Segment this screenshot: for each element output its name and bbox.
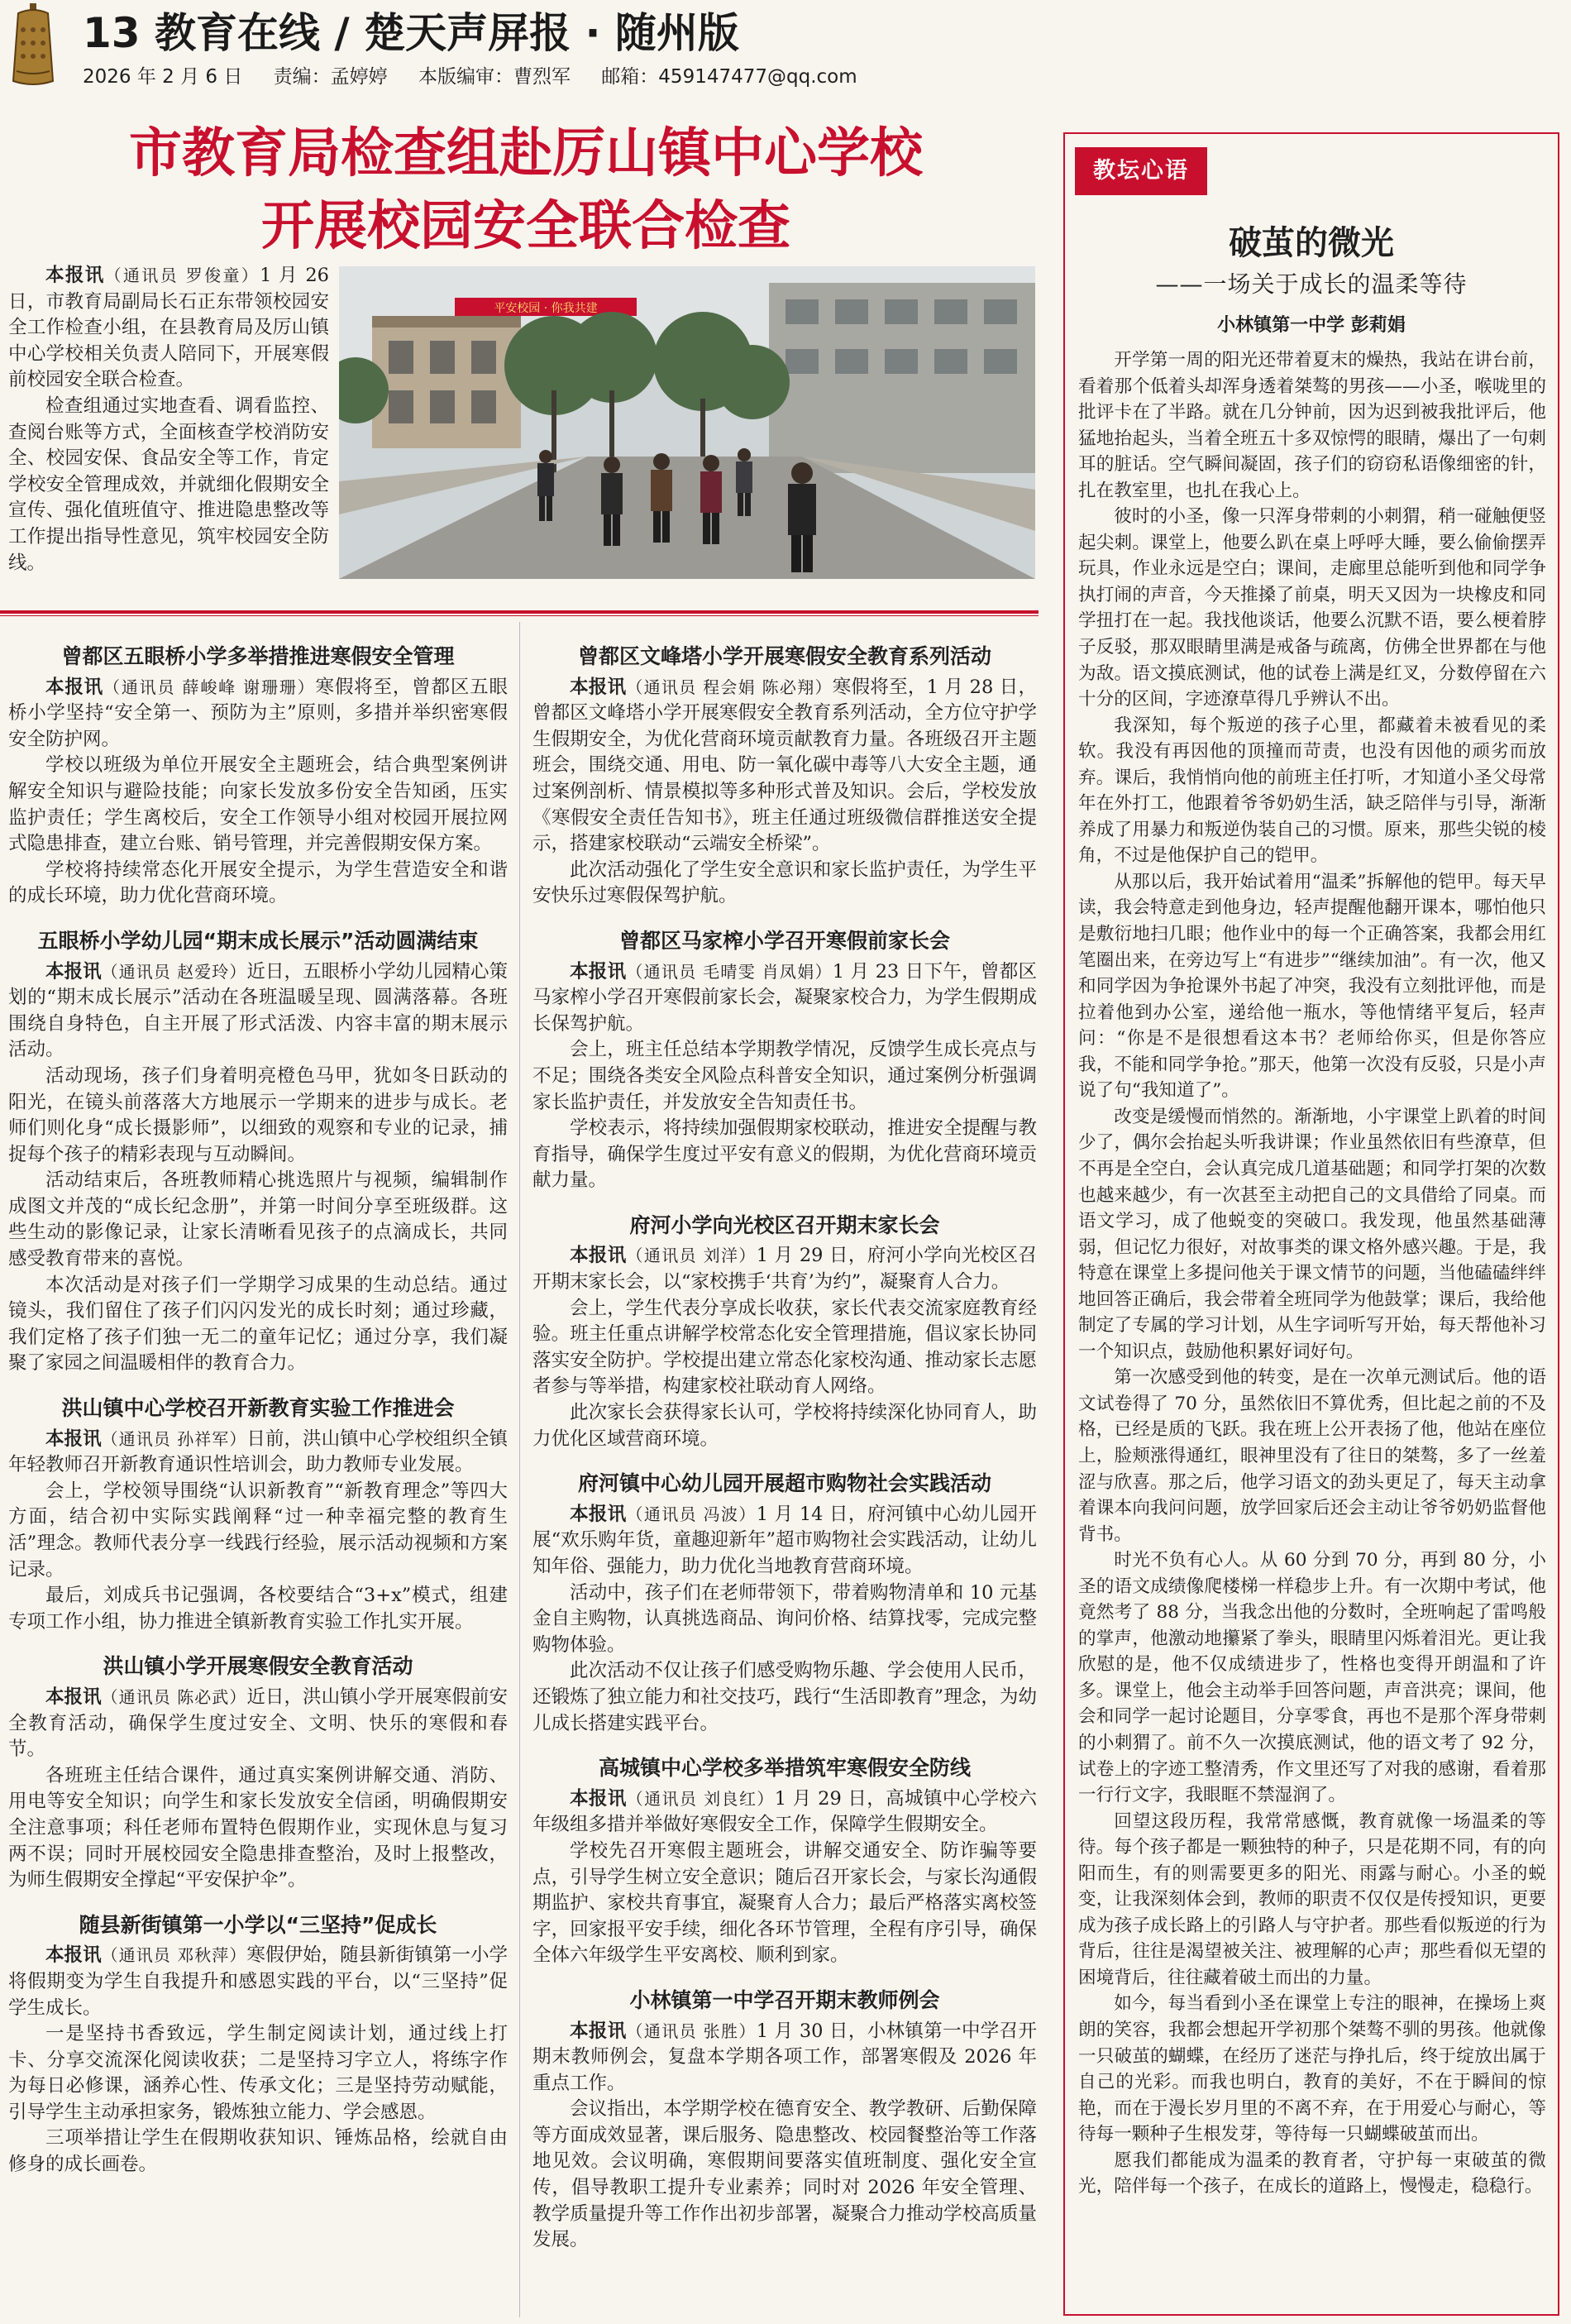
essay-title: 破茧的微光 [1229, 224, 1394, 262]
main-headline-line1: 市教育局检查组赴厉山镇中心学校 [129, 123, 923, 184]
paragraph-text: 日前，洪山镇中心学校组织全镇年轻教师召开新教育通识性培训会，助力教师专业发展。 [8, 1427, 508, 1476]
article-paragraph [8, 675, 508, 753]
article-paragraph [532, 1786, 1037, 1839]
masthead-meta [83, 61, 882, 88]
news-column-right [532, 643, 1037, 2254]
essay-paragraph: 开学第一周的阳光还带着夏末的燥热，我站在讲台前，看着那个低着头却浑身透着桀骜的男孩——小圣，喉咙里的批评卡在了半路。就在几分钟前，因为迟到被我批评后，他猛地抬起头，当着全班五十多双惊愕的眼睛，爆出了一句刺耳的脏话。空气瞬间凝固，孩子们的窃窃私语像细密的针，扎在教室里，也扎在我心上。 [1078, 350, 1546, 501]
article-paragraph: 三项举措让学生在假期收获知识、锤炼品格，绘就自由修身的成长画卷。 [8, 2127, 508, 2176]
dateline: 本报讯 [45, 1427, 102, 1450]
article-paragraph [532, 1502, 1037, 1580]
paragraph-text: 近日，五眼桥小学幼儿园精心策划的“期末成长展示”活动在各班温暖呈现、圆满落幕。各班围绕自身特色，自主开展了形式活泼、内容丰富的期末展示活动。 [8, 960, 508, 1061]
photo-banner-text: 平安校园 · 你我共建 [494, 302, 598, 315]
contact-email[interactable]: 邮箱：459147477@qq.com [601, 66, 857, 88]
paragraph-text: 1 月 23 日下午，曾都区马家榨小学召开寒假前家长会，凝聚家校合力，为学生假期成长保驾护航。 [532, 960, 1037, 1035]
correspondent: （通讯员 刘良红） [626, 1788, 775, 1809]
dateline: 本报讯 [570, 676, 627, 698]
article-headline: 府河镇中心幼儿园开展超市购物社会实践活动 [577, 1471, 991, 1496]
article-headline: 随县新街镇第一小学以“三坚持”促成长 [79, 1912, 437, 1937]
essay-paragraph: 回望这段历程，我常常感慨，教育就像一场温柔的等待。每个孩子都是一颗独特的种子，只是花期不同，有的向阳而生，有的则需要更多的阳光、雨露与耐心。小圣的蜕变，让我深刻体会到，教师的职责不仅仅是传授知识，更要成为孩子成长路上的引路人与守护者。那些看似叛逆的行为背后，往往是渴望被关注、被理解的心声；那些看似无望的困境背后，往往藏着破土而出的力量。 [1078, 1810, 1546, 1988]
dateline: 本报讯 [45, 1686, 102, 1708]
article-paragraph: 活动现场，孩子们身着明亮橙色马甲，犹如冬日跃动的阳光，在镜头前落落大方地展示一学期来的进步与成长。老师们则化身“成长摄影师”，以细致的观察和专业的记录，捕捉每个孩子的精彩表现与互动瞬间。 [8, 1064, 508, 1165]
correspondent: （通讯员 罗俊童） [104, 265, 260, 285]
paragraph-text: 1 月 29 日，高城镇中心学校六年级组多措并举做好寒假安全工作，保障学生假期安全。 [532, 1787, 1037, 1836]
sidebar-tag: 教坛心语 [1075, 147, 1207, 195]
main-story-text [8, 263, 329, 576]
article-paragraph [8, 1685, 508, 1763]
dateline: 本报讯 [570, 1245, 627, 1267]
article-paragraph: 会议指出，本学期学校在德育安全、教学教研、后勤保障等方面成效显著，课后服务、隐患整改、校园餐整治等工作落地见效。会议明确，寒假期间要落实值班制度、强化安全宣传，倡导教职工提升专业素养；同时对 2026 年安全管理、教学质量提升等工作作出初步部署，凝聚合力推动学校高质量发展。 [532, 2098, 1037, 2251]
layout-editor-credit: 本版编审：曹烈军 [418, 66, 571, 88]
article-paragraph [532, 2019, 1037, 2097]
essay-paragraph: 愿我们都能成为温柔的教育者，守护每一束破茧的微光，陪伴每一个孩子，在成长的道路上，慢慢走，稳稳行。 [1078, 2149, 1546, 2197]
section-rule-thin [0, 615, 1039, 616]
article-headline: 曾都区马家榨小学召开寒假前家长会 [618, 928, 950, 953]
article-paragraph: 学校将持续常态化开展安全提示，为学生营造安全和谐的成长环境，助力优化营商环境。 [8, 858, 508, 907]
paragraph-text: 1 月 29 日，府河小学向光校区召开期末家长会，以“家校携手‘共育’为约”，凝聚育人合力。 [532, 1245, 1037, 1294]
column-divider [519, 622, 520, 2317]
essay-paragraph: 改变是缓慢而悄然的。渐渐地，小宇课堂上趴着的时间少了，偶尔会抬起头听我讲课；作业虽然依旧有些潦草，但不再是全空白，会认真完成几道基础题；和同学打架的次数也越来越少，有一次甚至主动把自己的文具借给了同桌。而语文学习，成了他蜕变的突破口。我发现，他虽然基础薄弱，但记忆力很好，对故事类的课文格外感兴趣。于是，我特意在课堂上多提问他关于课文情节的问题，当他磕磕绊绊地回答正确后，我会带着全班同学为他鼓掌；课后，我给他制定了专属的学习计划，从生字词听写开始，每天帮他补习一个知识点，鼓励他积累好词好句。 [1078, 1106, 1546, 1362]
essay-paragraph: 我深知，每个叛逆的孩子心里，都藏着未被看见的柔软。我没有再因他的顶撞而苛责，也没有因他的顽劣而放弃。课后，我悄悄向他的前班主任打听，才知道小圣父母常年在外打工，他跟着爷爷奶奶生活，缺乏陪伴与引导，渐渐养成了用暴力和叛逆伪装自己的习惯。原来，那些尖锐的棱角，不过是他保护自己的铠甲。 [1078, 715, 1546, 867]
article-paragraph: 学校先召开寒假主题班会，讲解交通安全、防诈骗等要点，引导学生树立安全意识；随后召开家长会，与家长沟通假期监护、家校共育事宜，凝聚育人合力；最后严格落实离校签字，回家报平安手续，细化各环节管理，全程有序引导，确保全体六年级学生平安离校、顺利到家。 [532, 1839, 1037, 1967]
dateline: 本报讯 [45, 265, 105, 286]
paragraph-text: 1 月 14 日，府河镇中心幼儿园开展“欢乐购年货，童趣迎新年”超市购物社会实践活动，让幼儿知年俗、强能力，助力优化当地教育营商环境。 [532, 1503, 1037, 1577]
essay-body [1078, 347, 1546, 2200]
article-paragraph: 会上，学校领导围绕“认识新教育”“新教育理念”等四大方面，结合初中实际实践阐释“过一种幸福完整的教育生活”理念。教师代表分享一线践行经验，展示活动视频和方案记录。 [8, 1480, 508, 1580]
correspondent: （通讯员 毛晴雯 肖凤娟） [626, 961, 833, 982]
article-paragraph [532, 959, 1037, 1038]
article-paragraph [532, 1243, 1037, 1295]
dateline: 本报讯 [570, 960, 627, 983]
correspondent: （通讯员 赵爱玲） [101, 961, 247, 982]
article-paragraph: 此次活动强化了学生安全意识和家长监护责任，为学生平安快乐过寒假保驾护航。 [532, 858, 1037, 907]
article-headline: 曾都区五眼桥小学多举措推进寒假安全管理 [61, 644, 455, 668]
article-paragraph: 活动结束后，各班教师精心挑选照片与视频，编辑制作成图文并茂的“成长纪念册”，并第一时间分享至班级群。这些生动的影像记录，让家长清晰看见孩子的点滴成长，共同感受教育带来的喜悦。 [8, 1169, 508, 1270]
essay-author: 小林镇第一中学 彭莉娟 [1217, 314, 1406, 336]
dateline: 本报讯 [570, 2020, 627, 2042]
news-column-left [8, 643, 508, 2178]
article-headline: 小林镇第一中学召开期末教师例会 [629, 1987, 940, 2012]
correspondent: （通讯员 刘洋） [626, 1246, 757, 1266]
para-text: 1 月 26 日，市教育局副局长石正东带领校园安全工作检查小组，在县教育局及厉山镇中心学校相关负责人陪同下，开展寒假前校园安全联合检查。 [8, 265, 329, 391]
inspection-photo [339, 266, 1035, 579]
essay-paragraph: 时光不负有心人。从 60 分到 70 分，再到 80 分，小圣的语文成绩像爬楼梯一样稳步上升。有一次期中考试，他竟然考了 88 分，当我念出他的分数时，全班响起了雷鸣般的掌声，他激动地攥紧了拳头，眼睛里闪烁着泪光。更让我欣慰的是，他不仅成绩进步了，性格也变得开朗温和了许多。课堂上，他会主动举手回答问题，声音洪亮；课间，他会和同学一起讨论题目，分享零食，再也不是那个浑身带刺的小刺猬了。前不久一次摸底测试，他的语文考了 92 分，试卷上的字迹工整清秀，作文里还写了对我的感谢，看着那一行行文字，我眼眶不禁湿润了。 [1078, 1550, 1546, 1806]
article-paragraph [8, 959, 508, 1064]
article-paragraph: 会上，学生代表分享成长收获，家长代表交流家庭教育经验。班主任重点讲解学校常态化安全管理措施，倡议家长协同落实安全防护。学校提出建立常态化家校沟通、推动家长志愿者参与等举措，构建家校社联动育人网络。 [532, 1297, 1037, 1398]
main-story-para [8, 263, 329, 394]
page-title: 13 教育在线 / 楚天声屏报 · 随州版 [83, 9, 739, 57]
article-paragraph [532, 675, 1037, 858]
main-headline-line2: 开展校园安全联合检查 [261, 196, 790, 257]
dateline: 本报讯 [570, 1787, 627, 1810]
correspondent: （通讯员 孙祥军） [101, 1428, 247, 1449]
article-paragraph [8, 1943, 508, 2021]
article-paragraph: 此次活动不仅让孩子们感受购物乐趣、学会使用人民币，还锻炼了独立能力和社交技巧，践行“生活即教育”理念，为幼儿成长搭建实践平台。 [532, 1660, 1037, 1734]
article-paragraph: 学校以班级为单位开展安全主题班会，结合典型案例讲解安全知识与避险技能；向家长发放多份安全告知函，压实监护责任；学生离校后，安全工作领导小组对校园开展拉网式隐患排查，建立台账、销号管理，并完善假期安保方案。 [8, 754, 508, 855]
article-paragraph: 此次家长会获得家长认可，学校将持续深化协同育人，助力优化区域营商环境。 [532, 1402, 1037, 1450]
article-headline: 洪山镇中心学校召开新教育实验工作推进会 [61, 1396, 455, 1421]
paragraph-text: 寒假将至，曾都区五眼桥小学坚持“安全第一、预防为主”原则，多措并举织密寒假安全防护网。 [8, 676, 508, 750]
article-paragraph: 一是坚持书香致远，学生制定阅读计划，通过线上打卡、分享交流深化阅读收获；二是坚持习字立人，将练字作为每日必修课，涵养心性、传承文化；三是坚持劳动赋能，引导学生主动承担家务，锻炼独立能力、学会感恩。 [8, 2023, 508, 2123]
correspondent: （通讯员 薛峻峰 谢珊珊） [103, 677, 316, 697]
article-paragraph: 最后，刘成兵书记强调，各校要结合“3+x”模式，组建专项工作小组，协力推进全镇新教育实验工作扎实开展。 [8, 1585, 508, 1633]
article-paragraph: 学校表示，将持续加强假期家校联动，推进安全提醒与教育指导，确保学生度过平安有意义的假期，为优化营商环境贡献力量。 [532, 1117, 1037, 1192]
dateline: 本报讯 [45, 960, 102, 983]
dateline: 本报讯 [45, 1944, 102, 1967]
main-story-para: 检查组通过实地查看、调看监控、查阅台账等方式，全面核查学校消防安全、校园安保、食品安全等工作，肯定学校安全管理成效，并就细化假期安全宣传、强化值班值守、推进隐患整改等工作提出指导性意见，筑牢校园安全防线。 [8, 395, 329, 574]
paragraph-text: 寒假伊始，随县新街镇第一小学将假期变为学生自我提升和感恩实践的平台，以“三坚持”促学生成长。 [8, 1944, 508, 2019]
main-headline [17, 117, 1035, 263]
correspondent: （通讯员 张胜） [626, 2020, 757, 2041]
masthead [0, 0, 1571, 98]
correspondent: （通讯员 陈必武） [101, 1686, 247, 1707]
inspection-photo-illustration [339, 266, 1035, 579]
dateline: 本报讯 [45, 676, 103, 698]
correspondent: （通讯员 冯波） [626, 1504, 757, 1524]
correspondent: （通讯员 程会娟 陈必翔） [626, 677, 833, 697]
article-paragraph: 各班班主任结合课件，通过真实案例讲解交通、消防、用电等安全知识；向学生和家长发放安全信函，明确假期安全注意事项；科任老师布置特色假期作业，实现休息与复习两不误；同时开展校园安全隐患排查整治，及时上报整改，为师生假期安全撑起“平安保护伞”。 [8, 1764, 508, 1891]
essay-subtitle: ——一场关于成长的温柔等待 [1155, 270, 1468, 298]
essay-paragraph: 第一次感受到他的转变，是在一次单元测试后。他的语文试卷得了 70 分，虽然依旧不算优秀，但比起之前的不及格，已经是质的飞跃。我在班上公开表扬了他，他站在座位上，脸颊涨得通红，眼神里没有了往日的桀骜，多了一丝羞涩与欣喜。那之后，他学习语文的劲头更足了，每天主动拿着课本向我问问题，放学回家后还会主动让爷爷奶奶监督他背书。 [1078, 1367, 1546, 1545]
paragraph-text: 寒假将至，1 月 28 日，曾都区文峰塔小学开展寒假安全教育系列活动，全方位守护学生假期安全，为优化营商环境贡献教育力量。各班级召开主题班会，围绕交通、用电、防一氧化碳中毒等八大安全主题，通过案例剖析、情景模拟等多种形式普及知识。会后，学校发放《寒假安全责任告知书》，班主任通过班级微信群推送安全提示，搭建家校联动“云端安全桥梁”。 [532, 676, 1037, 855]
dateline: 本报讯 [570, 1503, 627, 1525]
paragraph-text: 近日，洪山镇小学开展寒假前安全教育活动，确保学生度过安全、文明、快乐的寒假和春节。 [8, 1686, 508, 1761]
article-headline: 曾都区文峰塔小学开展寒假安全教育系列活动 [577, 644, 991, 668]
issue-date: 2026 年 2 月 6 日 [83, 66, 243, 88]
essay-paragraph: 如今，每当看到小圣在课堂上专注的眼神，在操场上爽朗的笑容，我都会想起开学初那个桀骜不驯的男孩。他就像一只破茧的蝴蝶，在经历了迷茫与挣扎后，终于绽放出属于自己的光彩。而我也明白，教育的美好，不在于瞬间的惊艳，而在于漫长岁月里的不离不弃，在于用爱心与耐心，等待每一颗种子生根发芽，等待每一只蝴蝶破茧而出。 [1078, 1993, 1546, 2145]
article-paragraph: 会上，班主任总结本学期教学情况，反馈学生成长亮点与不足；围绕各类安全风险点科普安全知识，通过案例分析强调家长监护责任，并发放安全告知责任书。 [532, 1039, 1037, 1113]
article-headline: 高城镇中心学校多举措筑牢寒假安全防线 [598, 1756, 971, 1781]
section-rule [0, 610, 1039, 614]
article-paragraph [8, 1427, 508, 1479]
article-headline: 府河小学向光校区召开期末家长会 [629, 1212, 940, 1237]
article-headline: 五眼桥小学幼儿园“期末成长展示”活动圆满结束 [37, 928, 479, 953]
article-paragraph: 本次活动是对孩子们一学期学习成果的生动总结。通过镜头，我们留住了孩子们闪闪发光的成长时刻；通过珍藏，我们定格了孩子们独一无二的童年记忆；通过分享，我们凝聚了家园之间温暖相伴的教育合力。 [8, 1274, 508, 1375]
article-paragraph: 活动中，孩子们在老师带领下，带着购物清单和 10 元基金自主购物，认真挑选商品、询问价格、结算找零，完成完整购物体验。 [532, 1581, 1037, 1656]
correspondent: （通讯员 邓秋萍） [101, 1945, 247, 1966]
essay-paragraph: 从那以后，我开始试着用“温柔”拆解他的铠甲。每天早读，我会特意走到他身边，轻声提醒他翻开课本，哪怕他只是敷衍地扫几眼；他作业中的每一个正确答案，我都会用红笔圈出来，在旁边写上“有进步”“继续加油”。有一次，他又和同学因为争抢课外书起了冲突，我没有立刻批评他，而是拉着他到办公室，递给他一瓶水，等他情绪平复后，轻声问：“你是不是很想看这本书？老师给你买，但是你答应我，不能和同学争抢。”那天，他第一次没有反驳，只是小声说了句“我知道了”。 [1078, 871, 1546, 1102]
bronze-bell-logo-icon [7, 2, 60, 91]
article-headline: 洪山镇小学开展寒假安全教育活动 [103, 1654, 413, 1679]
editor-credit: 责编：孟婷婷 [273, 66, 388, 88]
paragraph-text: 1 月 30 日，小林镇第一中学召开期末教师例会，复盘本学期各项工作，部署寒假及 2026 年重点工作。 [532, 2020, 1037, 2094]
essay-paragraph: 彼时的小圣，像一只浑身带刺的小刺猬，稍一碰触便竖起尖刺。课堂上，他要么趴在桌上呼呼大睡，要么偷偷摆弄玩具，作业永远是空白；课间，走廊里总能听到他和同学争执打闹的声音，今天推搡了前桌，明天又因为一块橡皮和同学扭打在一起。我找他谈话，他要么沉默不语，要么梗着脖子反驳，那双眼睛里满是戒备与疏离，仿佛全世界都在与他为敌。语文摸底测试，他的试卷上满是红叉，分数停留在六十分的区间，字迹潦草得几乎辨认不出。 [1078, 506, 1546, 710]
